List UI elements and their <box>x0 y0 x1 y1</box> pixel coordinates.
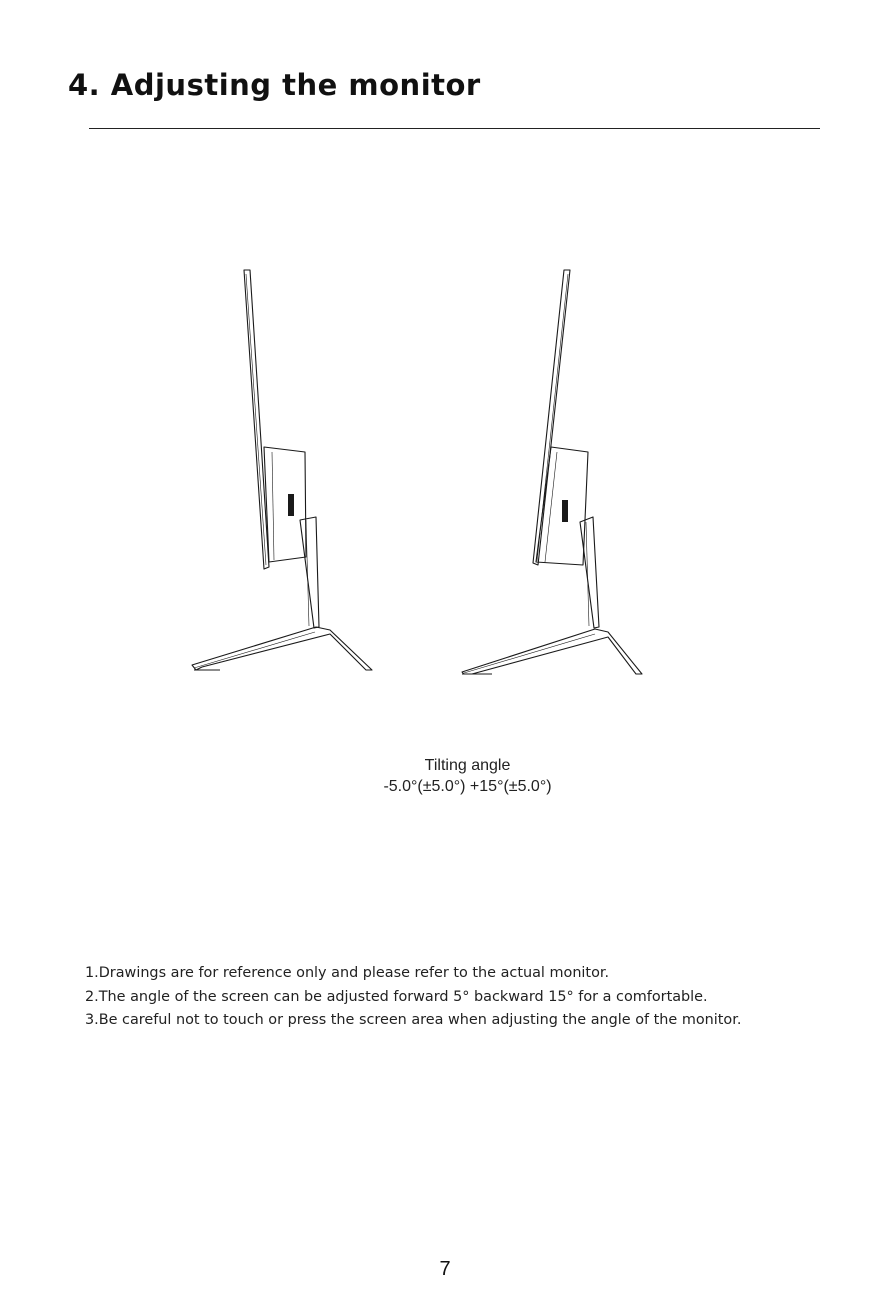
page-title: 4. Adjusting the monitor <box>68 68 481 102</box>
stand-arm <box>300 517 319 628</box>
stand-base <box>192 627 372 670</box>
stand-base <box>462 629 642 674</box>
screen-panel <box>244 270 269 569</box>
brand-label <box>288 494 294 516</box>
notes-list <box>85 962 741 1033</box>
tilt-caption-title: Tilting angle <box>424 757 511 774</box>
brand-label <box>562 500 568 522</box>
note-item: 1.Drawings are for reference only and please refer to the actual monitor. <box>85 965 610 981</box>
tilt-caption-range: -5.0°(±5.0°) +15°(±5.0°) <box>383 778 552 795</box>
stand-arm <box>580 517 599 628</box>
note-item: 3.Be careful not to touch or press the screen area when adjusting the angle of the monitor. <box>85 1012 742 1028</box>
monitor-forward-tilt-drawing <box>192 270 372 670</box>
hinge-block <box>264 447 306 562</box>
title-divider <box>89 128 820 129</box>
note-item: 2.The angle of the screen can be adjusted forward 5° backward 15° for a comfortable. <box>85 988 708 1005</box>
page-number: 7 <box>439 1258 451 1280</box>
monitor-backward-tilt-drawing <box>462 270 642 674</box>
tilt-illustration <box>180 262 650 682</box>
